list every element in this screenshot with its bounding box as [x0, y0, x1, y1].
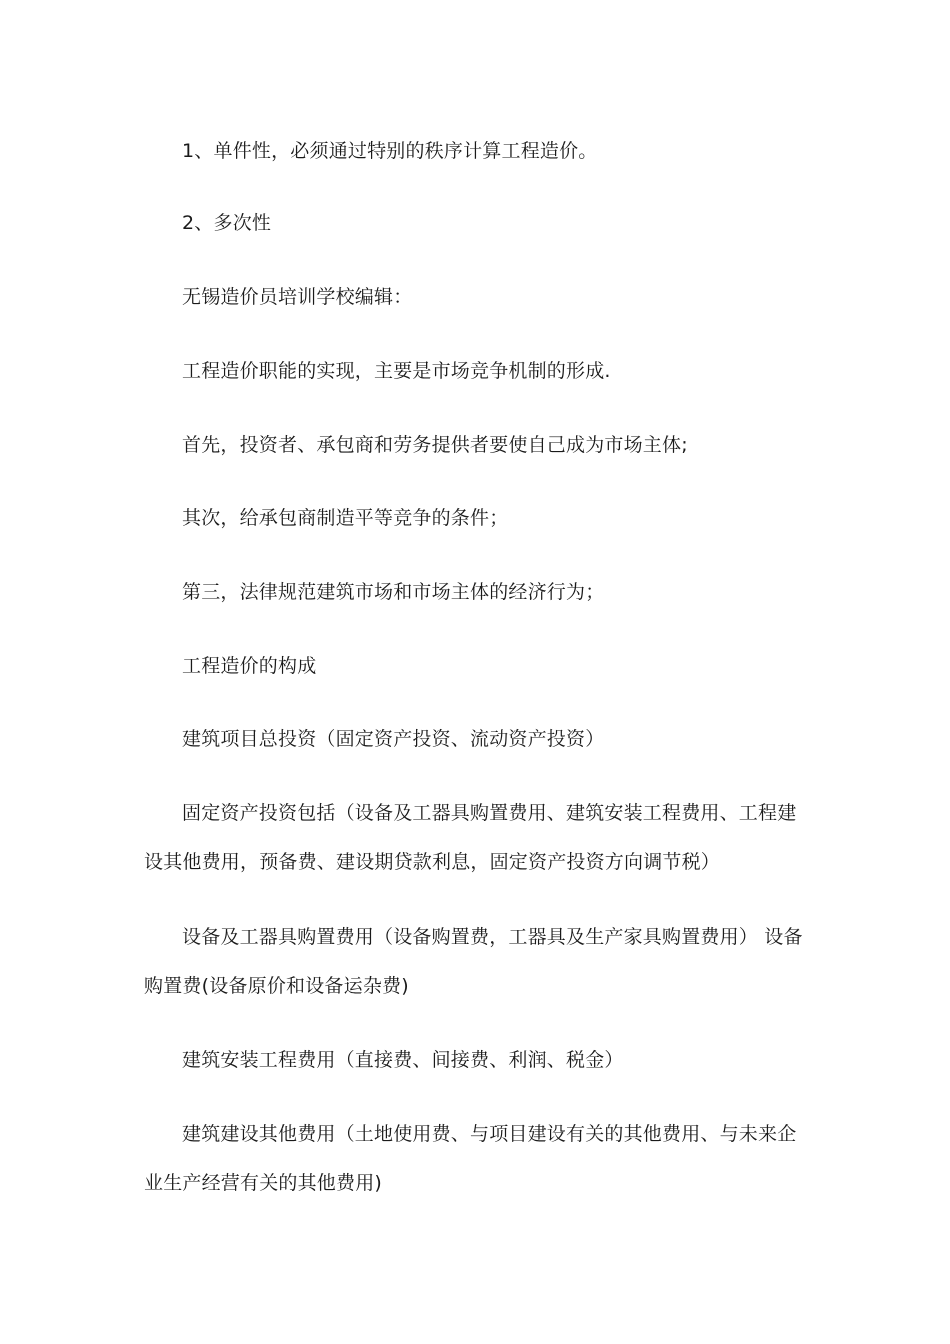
paragraph-first: 首先，投资者、承包商和劳务提供者要使自己成为市场主体; — [182, 434, 688, 456]
paragraph-equipment: 设备及工器具购置费用（设备购置费，工器具及生产家具购置费用） 设备购置费(设备原价和设备运杂费) — [144, 926, 803, 997]
paragraph-cost-function: 工程造价职能的实现，主要是市场竞争机制的形成. — [182, 360, 611, 382]
paragraph-multiple-times: 2、多次性 — [182, 212, 272, 234]
paragraph-cost-composition: 工程造价的构成 — [182, 655, 317, 677]
paragraph-construction-install: 建筑安装工程费用（直接费、间接费、利润、税金） — [182, 1049, 624, 1071]
paragraph-total-investment: 建筑项目总投资（固定资产投资、流动资产投资） — [182, 728, 605, 750]
paragraph-third: 第三，法律规范建筑市场和市场主体的经济行为； — [182, 581, 605, 603]
paragraph-second: 其次，给承包商制造平等竞争的条件； — [182, 507, 509, 529]
paragraph-editor-note: 无锡造价员培训学校编辑： — [182, 286, 413, 308]
paragraph-fixed-assets: 固定资产投资包括（设备及工器具购置费用、建筑安装工程费用、工程建设其他费用，预备费、建设期贷款利息，固定资产投资方向调节税） — [144, 802, 797, 873]
paragraph-single-item: 1、单件性，必须通过特别的秩序计算工程造价。 — [182, 140, 598, 162]
paragraph-other-costs: 建筑建设其他费用（土地使用费、与项目建设有关的其他费用、与未来企业生产经营有关的其他费用) — [144, 1123, 797, 1194]
